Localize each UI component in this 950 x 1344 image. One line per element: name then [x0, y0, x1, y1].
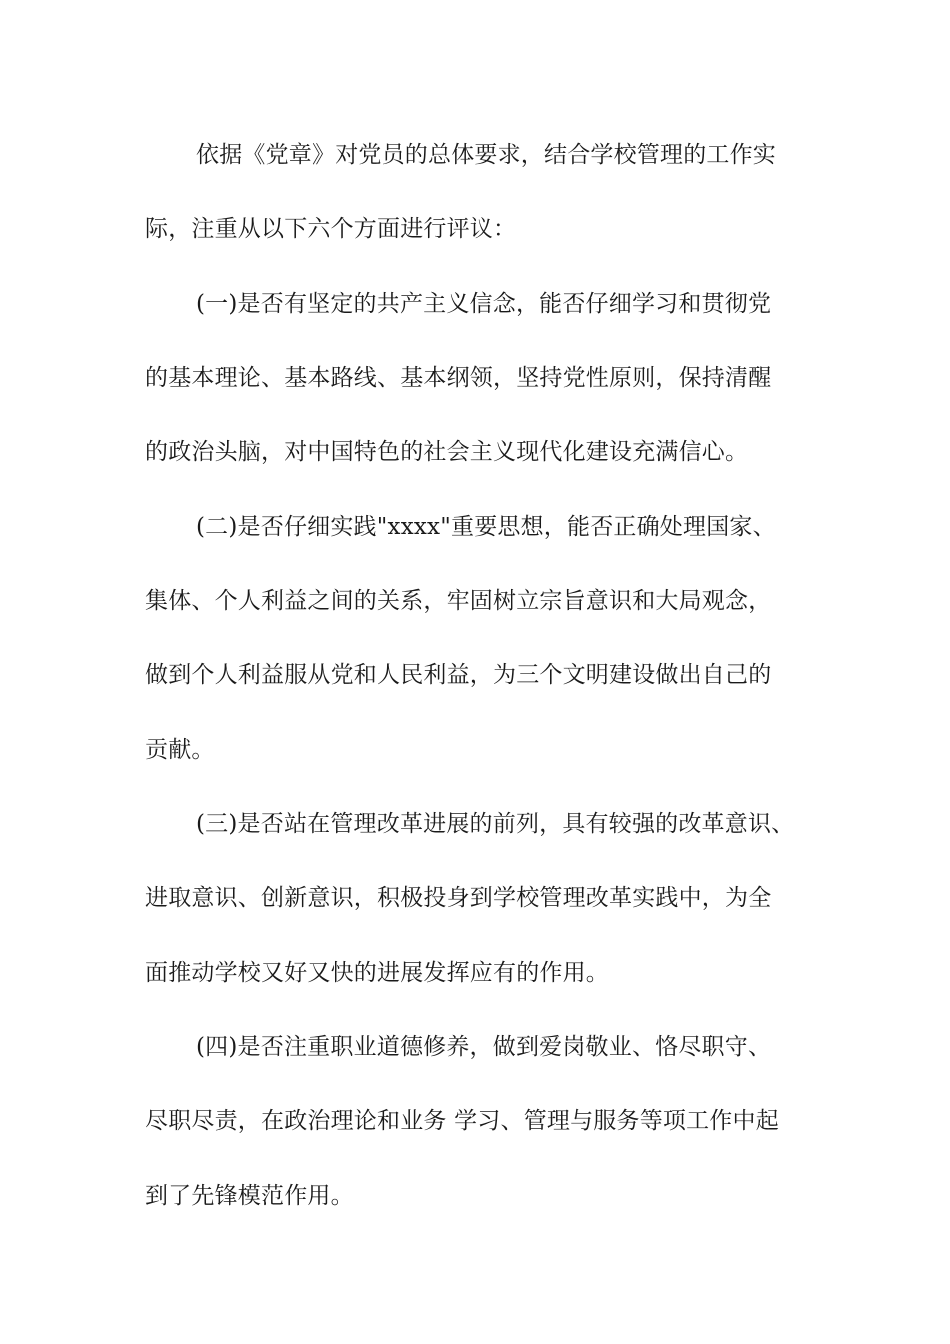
item-2-line-1: (二)是否仔细实践"xxxx"重要思想，能否正确处理国家、: [196, 514, 776, 540]
item-3-line-1: (三)是否站在管理改革进展的前列，具有较强的改革意识、: [196, 811, 795, 837]
item-1-line-2: 的基本理论、基本路线、基本纲领，坚持党性原则，保持清醒: [145, 365, 772, 391]
item-2-line-4: 贡献。: [145, 737, 215, 763]
item-2-line-3: 做到个人利益服从党和人民利益，为三个文明建设做出自己的: [145, 662, 772, 688]
intro-line-1: 依据《党章》对党员的总体要求，结合学校管理的工作实: [196, 142, 776, 168]
item-4-line-2: 尽职尽责，在政治理论和业务 学习、管理与服务等项工作中起: [145, 1108, 779, 1134]
intro-line-2: 际，注重从以下六个方面进行评议：: [145, 216, 517, 242]
item-4-line-1: (四)是否注重职业道德修养，做到爱岗敬业、恪尽职守、: [196, 1034, 772, 1060]
item-3-line-3: 面推动学校又好又快的进展发挥应有的作用。: [145, 960, 609, 986]
item-1-line-3: 的政治头脑，对中国特色的社会主义现代化建设充满信心。: [145, 439, 749, 465]
item-4-line-3: 到了先锋模范作用。: [145, 1183, 354, 1209]
item-3-line-2: 进取意识、创新意识，积极投身到学校管理改革实践中，为全: [145, 885, 772, 911]
item-2-line-2: 集体、个人利益之间的关系，牢固树立宗旨意识和大局观念，: [145, 588, 772, 614]
item-1-line-1: (一)是否有坚定的共产主义信念，能否仔细学习和贯彻党: [196, 291, 772, 317]
